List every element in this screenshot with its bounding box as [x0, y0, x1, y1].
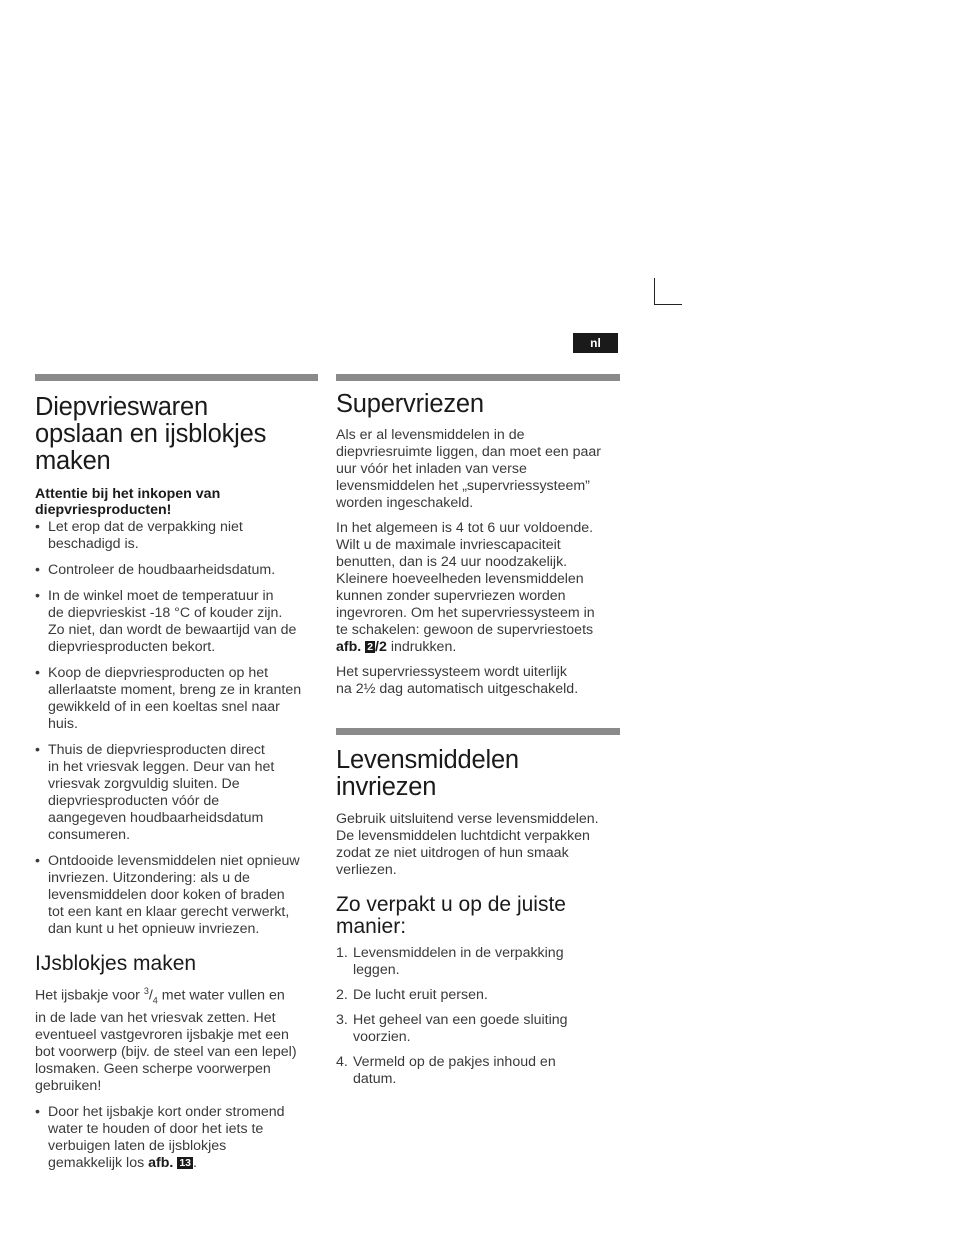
right-column — [336, 374, 620, 1088]
crop-corner-mark — [654, 278, 682, 305]
list-item: 2. De lucht eruit persen. — [336, 987, 488, 1003]
section-title-superfreeze: Supervriezen — [336, 390, 484, 418]
section-rule — [35, 374, 318, 381]
list-item: • Let erop dat de verpakking niet beschadigd is. — [35, 519, 318, 553]
figure-number-badge: 13 — [179, 1156, 192, 1169]
list-item: • Koop de diepvriesproducten op het allerlaatste moment, breng ze in kranten gewikkeld of in een koeltas snel naar huis. — [35, 665, 318, 733]
section-title-freezing-food: Levensmiddelen invriezen — [336, 746, 519, 801]
list-item: 4. Vermeld op de pakjes inhoud en datum. — [336, 1054, 556, 1087]
list-item: 3. Het geheel van een goede sluiting voorzien. — [336, 1012, 568, 1045]
section-rule — [336, 728, 620, 735]
superfreeze-paragraph-1: Als er al levensmiddelen in de diepvriesruimte liggen, dan moet een paar uur vóór het inladen van verse levensmiddelen het „supervriessysteem” worden ingeschakeld. — [336, 427, 601, 511]
packaging-steps-list — [336, 945, 620, 1088]
list-item: • In de winkel moet de temperatuur in de diepvrieskist -18 °C of kouder zijn. Zo niet, dan wordt de bewaartijd van de diepvriesproducten bekort. — [35, 588, 318, 656]
figure-reference: afb. — [336, 639, 362, 655]
superfreeze-paragraph-3: Het supervriessysteem wordt uiterlijk na 2½ dag automatisch uitgeschakeld. — [336, 664, 579, 697]
freezing-paragraph: Gebruik uitsluitend verse levensmiddelen. De levensmiddelen luchtdicht verpakken zodat ze niet uitdrogen of hun smaak verliezen. — [336, 811, 599, 878]
figure-reference: afb. — [148, 1154, 174, 1171]
subheading-ice-cubes: IJsblokjes maken — [35, 952, 197, 975]
list-item: • Ontdooide levensmiddelen niet opnieuw invriezen. Uitzondering: als u de levensmiddelen door koken of braden tot een kant en klaar gerecht verwerkt, dan kunt u het opnieuw invriezen. — [35, 853, 318, 938]
left-column — [35, 374, 318, 1172]
ice-cube-paragraph: Het ijsbakje voor $^3/_4$ met water vullen en in de lade van het vriesvak zetten. Het eventueel vastgevroren ijsbakje met een bot voorwerp (bijv. de steel van een lepel) losmaken. Geen scherpe voorwerpen gebruiken! — [35, 986, 297, 1094]
shopping-tips-list — [35, 519, 318, 938]
list-item: 1. Levensmiddelen in de verpakking leggen. — [336, 945, 564, 978]
superfreeze-paragraph-2: In het algemeen is 4 tot 6 uur voldoende. Wilt u de maximale invriescapaciteit benutten, dan is 24 uur noodzakelijk. Kleinere hoeveelheden levensmiddelen kunnen zonder supervriezen worden ingevroren. Om het supervriessysteem in te schakelen: gewoon de supervriestoets afb. 2 /2 indrukken. — [336, 520, 595, 655]
attention-note: Attentie bij het inkopen van diepvriesproducten! — [35, 486, 221, 518]
language-badge: nl — [573, 333, 618, 353]
ice-cube-tips-list — [35, 1104, 318, 1172]
subheading-packaging: Zo verpakt u op de juiste manier: — [336, 893, 566, 938]
figure-number-badge: 2 — [367, 641, 374, 653]
section-rule — [336, 374, 620, 381]
list-item: • Door het ijsbakje kort onder stromend water te houden of door het iets te verbuigen laten de ijsblokjes gemakkelijk los afb. 13 . — [35, 1104, 318, 1172]
section-title-frozen-storage: Diepvrieswaren opslaan en ijsblokjes maken — [35, 393, 267, 475]
list-item: • Controleer de houdbaarheidsdatum. — [35, 562, 318, 579]
list-item: • Thuis de diepvriesproducten direct in het vriesvak leggen. Deur van het vriesvak zorgvuldig sluiten. De diepvriesproducten vóór de aangegeven houdbaarheidsdatum consumeren. — [35, 742, 318, 844]
